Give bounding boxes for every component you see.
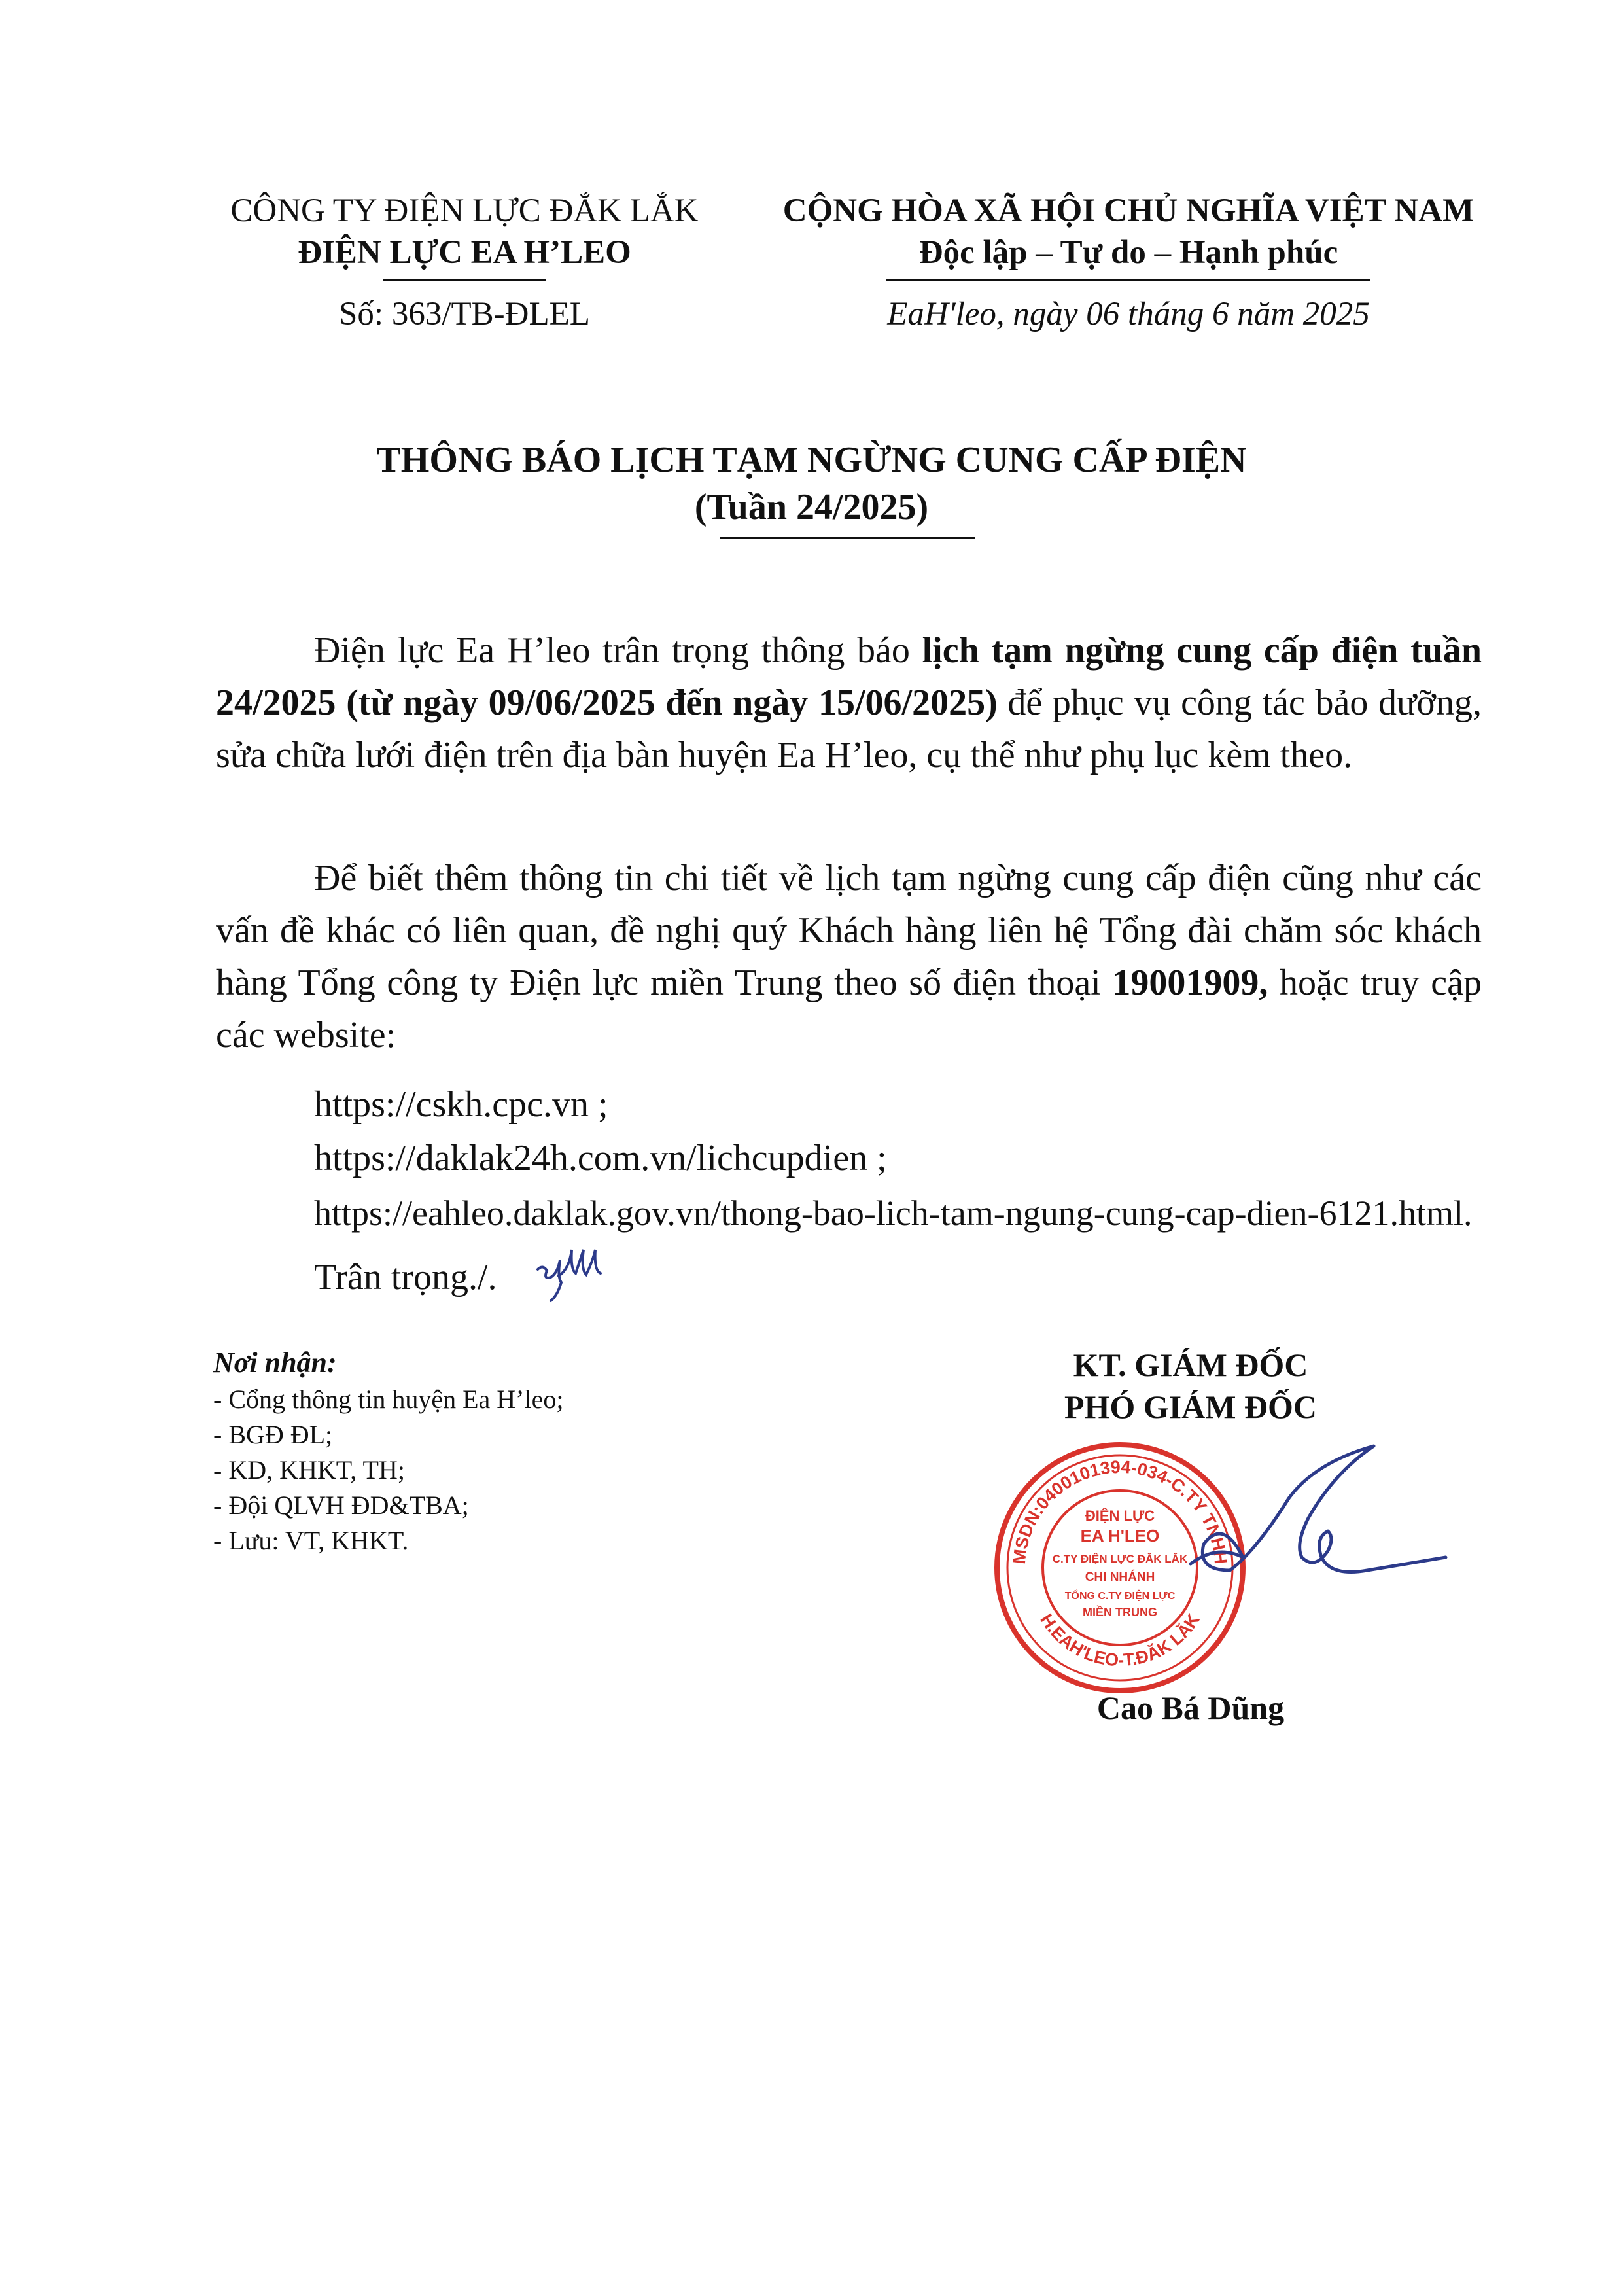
- branch-underline: [383, 279, 546, 281]
- svg-text:TỔNG C.TY ĐIỆN LỰC: TỔNG C.TY ĐIỆN LỰC: [1064, 1591, 1176, 1602]
- p2-text-b: hoặc truy cập các website:: [216, 963, 1482, 1055]
- p1-text-b: để phục vụ công tác bảo dưỡng, sửa chữa lưới điện trên địa bàn huyện Ea H’leo, cụ thể như phụ lục kèm theo.: [216, 682, 1482, 775]
- title-underline: [720, 537, 975, 539]
- recipient-item: - BGĐ ĐL;: [213, 1420, 333, 1449]
- paragraph-2: [216, 852, 1482, 1061]
- week-subtitle: (Tuần 24/2025): [694, 487, 929, 527]
- branch-name: ĐIỆN LỰC EA H’LEO: [298, 234, 631, 271]
- document-number: Số: 363/TB-ĐLEL: [339, 296, 590, 332]
- recipient-item: - Cổng thông tin huyện Ea H’leo;: [213, 1385, 564, 1414]
- recipients-label: Nơi nhận:: [213, 1347, 337, 1379]
- svg-text:H.EAH'LEO-T.ĐĂK LĂK: H.EAH'LEO-T.ĐĂK LĂK: [1036, 1610, 1204, 1670]
- p1-bold: lịch tạm ngừng cung cấp điện tuần 24/2025 (từ ngày 09/06/2025 đến ngày 15/06/2025): [216, 630, 1482, 723]
- website-link-3: https://eahleo.daklak.gov.vn/thong-bao-lich-tam-ngung-cung-cap-dien-6121.html.: [314, 1193, 1473, 1233]
- p1-text-a: Điện lực Ea H’leo trân trọng thông báo: [314, 630, 922, 671]
- closing-text: Trân trọng./.: [314, 1257, 497, 1298]
- svg-text:CHI NHÁNH: CHI NHÁNH: [1085, 1570, 1155, 1584]
- motto-underline: [886, 279, 1370, 281]
- website-link-1: https://cskh.cpc.vn ;: [314, 1084, 608, 1125]
- document-title: THÔNG BÁO LỊCH TẠM NGỪNG CUNG CẤP ĐIỆN: [376, 440, 1247, 480]
- national-motto: Độc lập – Tự do – Hạnh phúc: [918, 234, 1338, 271]
- svg-text:EA H'LEO: EA H'LEO: [1080, 1526, 1160, 1545]
- recipient-item: - Đội QLVH ĐD&TBA;: [213, 1491, 469, 1520]
- signature-title-1: KT. GIÁM ĐỐC: [1073, 1347, 1308, 1383]
- paragraph-1: [216, 624, 1482, 781]
- place-and-date: EaH'leo, ngày 06 tháng 6 năm 2025: [887, 296, 1370, 332]
- hotline-number: 19001909,: [1112, 963, 1268, 1003]
- svg-text:MSDN:0400101394-034-C.TY TNHH: MSDN:0400101394-034-C.TY TNHH: [1009, 1457, 1231, 1565]
- signature-title-2: PHÓ GIÁM ĐỐC: [1064, 1388, 1318, 1425]
- svg-text:ĐIỆN LỰC: ĐIỆN LỰC: [1085, 1508, 1155, 1524]
- company-name: CÔNG TY ĐIỆN LỰC ĐẮK LẮK: [230, 192, 699, 229]
- svg-text:MIỀN TRUNG: MIỀN TRUNG: [1083, 1606, 1157, 1619]
- website-link-2: https://daklak24h.com.vn/lichcupdien ;: [314, 1138, 887, 1178]
- initials-mark: [530, 1237, 621, 1315]
- p2-text-a: Để biết thêm thông tin chi tiết về lịch tạm ngừng cung cấp điện cũng như các vấn đề khác có liên quan, đề nghị quý Khách hàng liên hệ Tổng đài chăm sóc khách hàng Tổng công ty Điện lực miền Trung theo số điện thoại: [216, 858, 1482, 1003]
- svg-text:C.TY ĐIỆN LỰC ĐĂK LĂK: C.TY ĐIỆN LỰC ĐĂK LĂK: [1052, 1553, 1188, 1565]
- recipient-item: - KD, KHKT, TH;: [213, 1455, 405, 1485]
- recipient-item: - Lưu: VT, KHKT.: [213, 1526, 409, 1555]
- handwritten-signature: [1112, 1433, 1505, 1629]
- country-name: CỘNG HÒA XÃ HỘI CHỦ NGHĨA VIỆT NAM: [782, 192, 1475, 229]
- signer-name: Cao Bá Dũng: [1096, 1689, 1285, 1726]
